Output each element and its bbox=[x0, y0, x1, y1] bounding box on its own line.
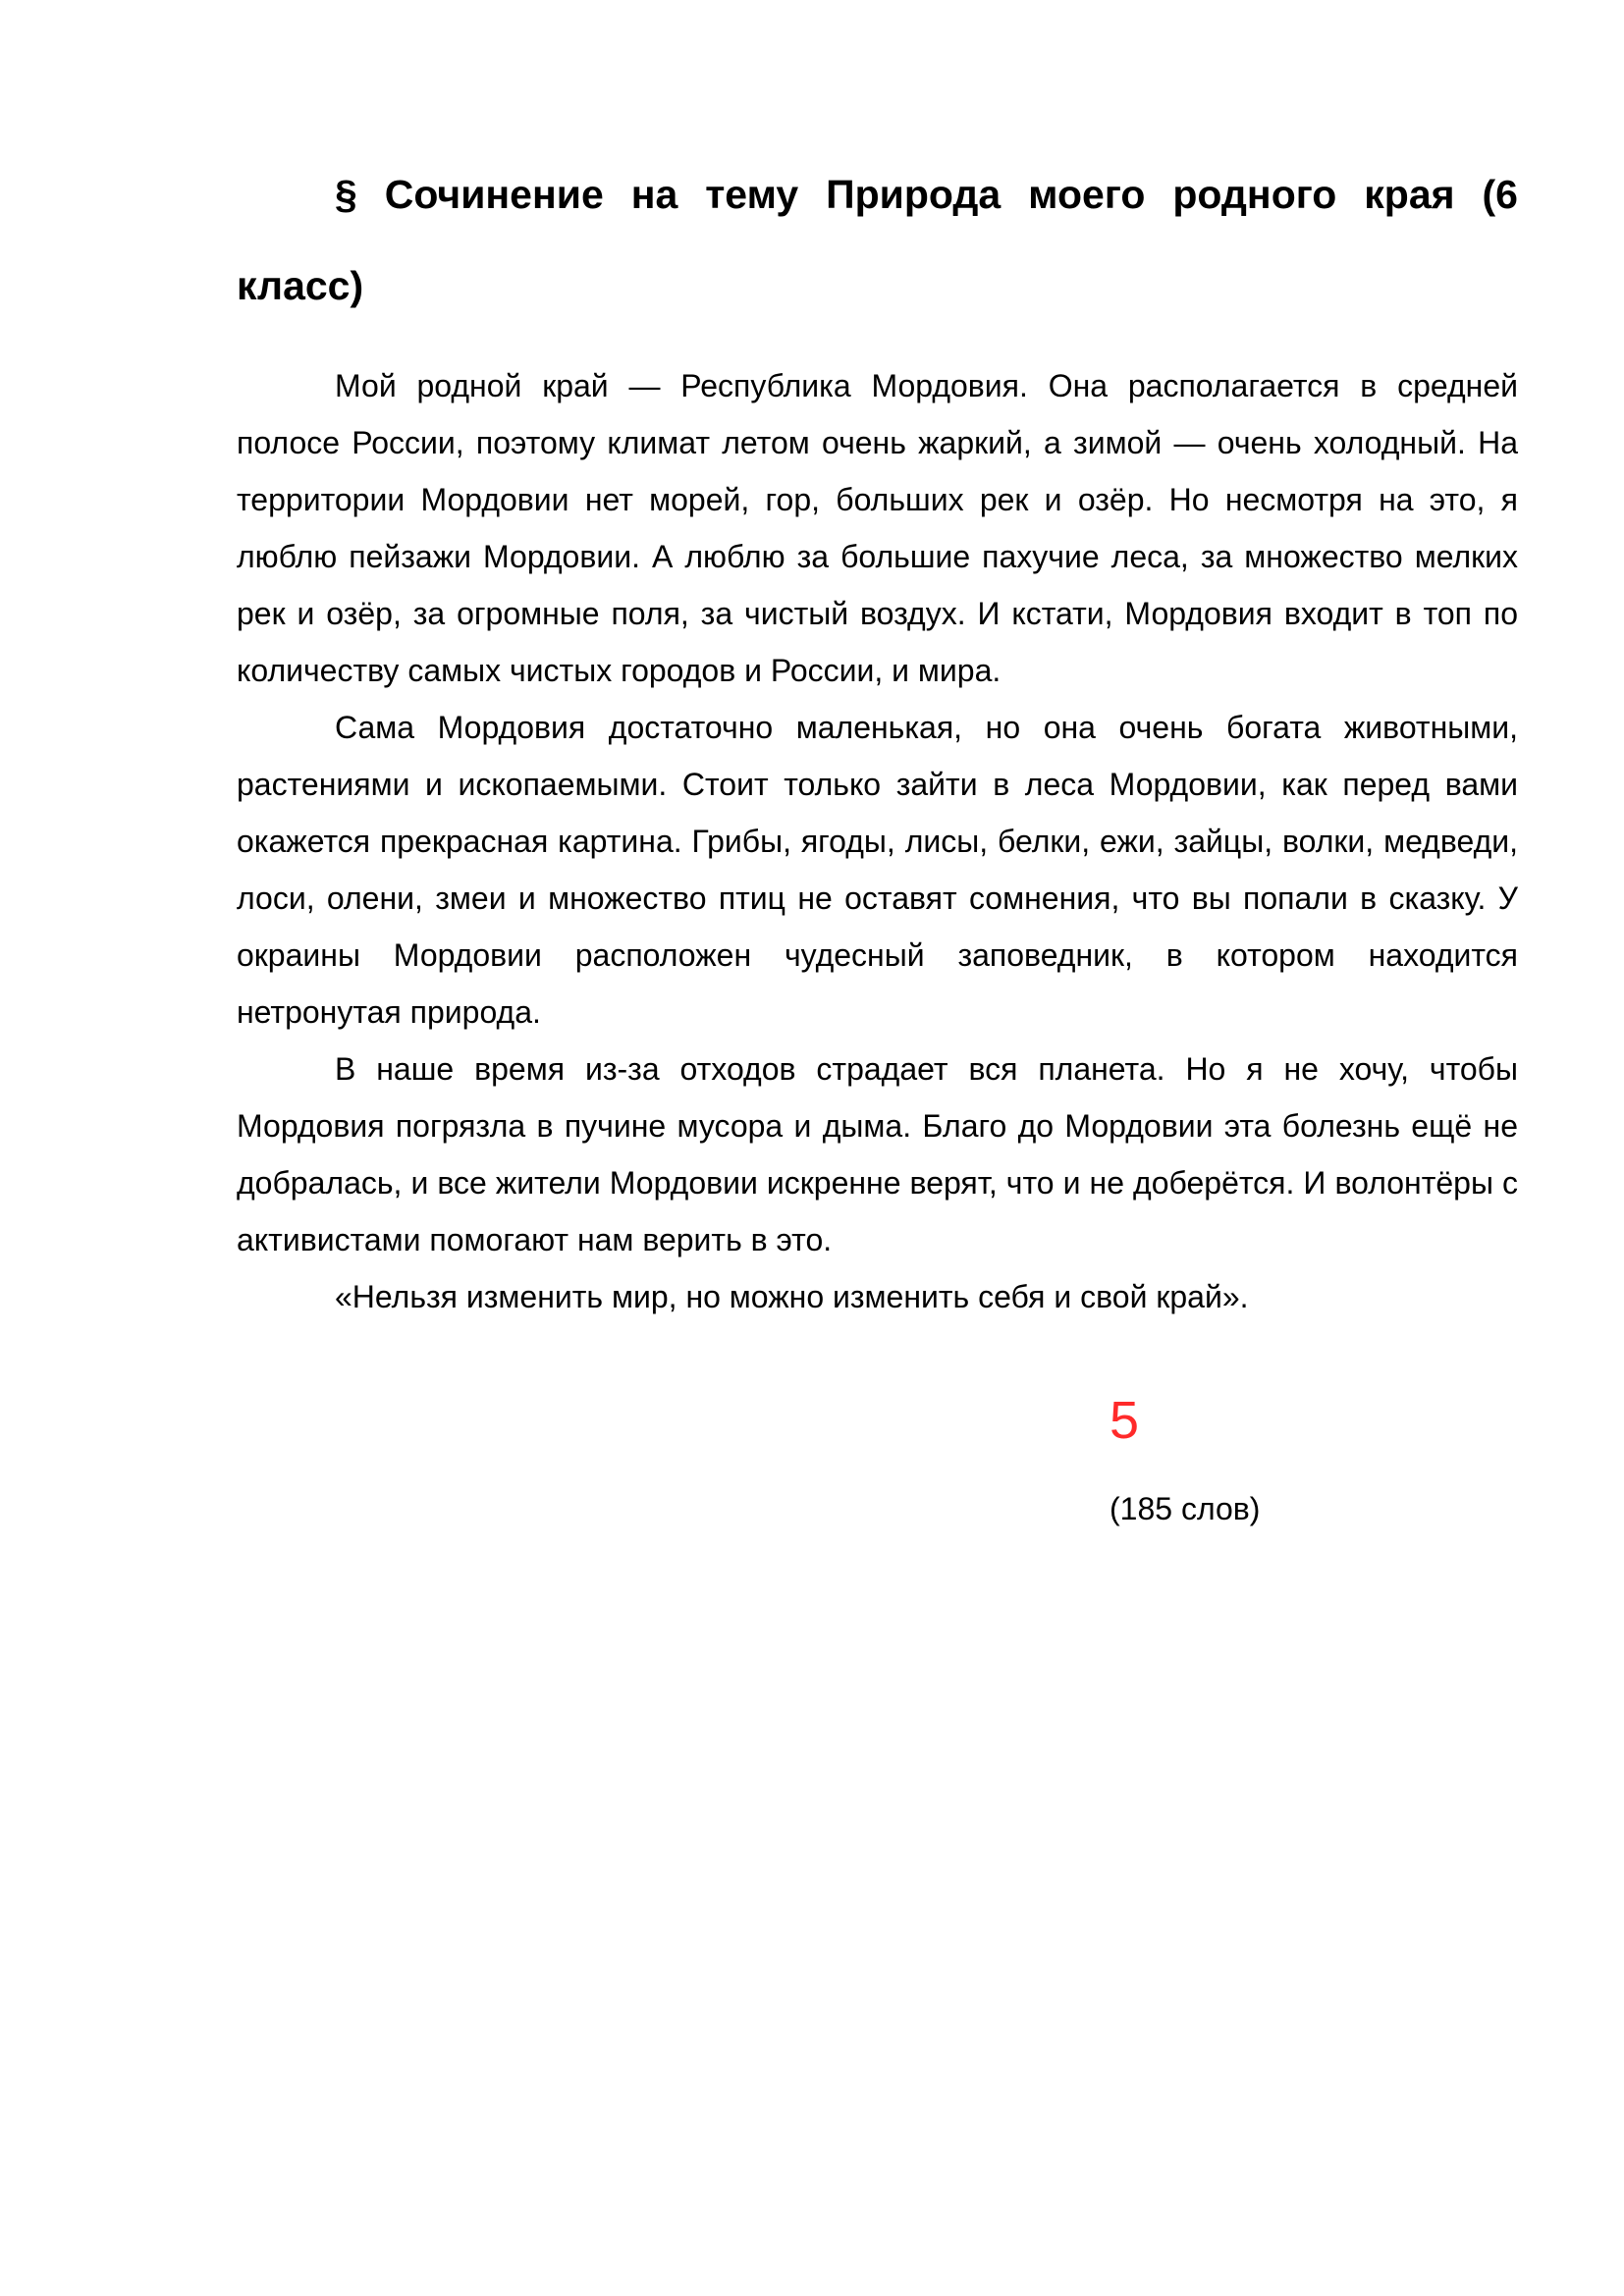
paragraph-3: В наше время из-за отходов страдает вся планета. Но я не хочу, чтобы Мордовия погрязла в пучине мусора и дыма. Благо до Мордовии эта болезнь ещё не добралась, и все жители Мордовии искренне верят, что и не доберётся. И волонтёры с активистами помогают нам верить в это. bbox=[237, 1051, 1518, 1257]
paragraph-4-quote: «Нельзя изменить мир, но можно изменить себя и свой край». bbox=[335, 1279, 1249, 1314]
paragraph-1: Мой родной край — Республика Мордовия. Она располагается в средней полосе России, поэтому климат летом очень жаркий, а зимой — очень холодный. На территории Мордовии нет морей, гор, больших рек и озёр. Но несмотря на это, я люблю пейзажи Мордовии. А люблю за большие пахучие леса, за множество мелких рек и озёр, за огромные поля, за чистый воздух. И кстати, Мордовия входит в топ по количеству самых чистых городов и России, и мира. bbox=[237, 368, 1518, 688]
grade-mark: 5 bbox=[1110, 1391, 1140, 1450]
essay-body bbox=[237, 357, 1518, 1325]
paragraph-2: Сама Мордовия достаточно маленькая, но она очень богата животными, растениями и ископаемыми. Стоит только зайти в леса Мордовии, как перед вами окажется прекрасная картина. Грибы, ягоды, лисы, белки, ежи, зайцы, волки, медведи, лоси, олени, змеи и множество птиц не оставят сомнения, что вы попали в сказку. У окраины Мордовии расположен чудесный заповедник, в котором находится нетронутая природа. bbox=[237, 710, 1518, 1030]
document-title: § Сочинение на тему Природа моего родного края (6 класс) bbox=[237, 172, 1518, 308]
word-count: (185 слов) bbox=[1110, 1491, 1261, 1526]
